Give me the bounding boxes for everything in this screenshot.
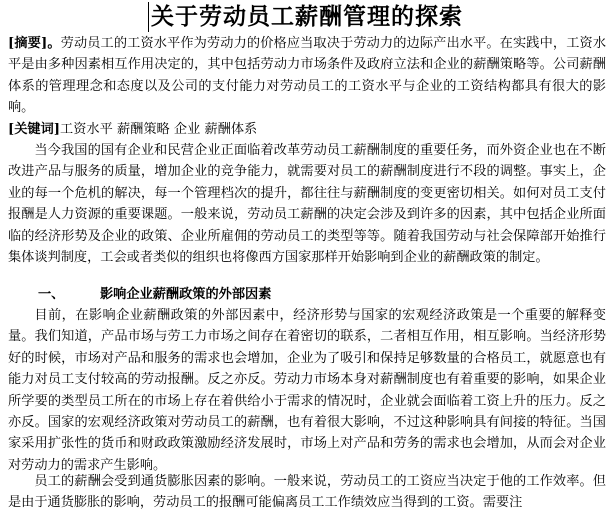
keywords-label: [关键词] xyxy=(8,122,61,137)
keywords-block xyxy=(8,119,606,140)
abstract-text: 劳动员工的工资水平作为劳动力的价格应当取决于劳动力的边际产出水平。在实践中，工资水平是由多种因素相互作用决定的，其中包括劳动力市场条件及政府立法和企业的薪酬策略等。公司薪酬体系的管理理念和态度以及公司的支付能力对劳动员工的工资水平与企业的工资结构都具有很大的影响。 xyxy=(8,36,607,116)
paragraph-3-text: 员工的薪酬会受到通货膨胀因素的影响。一般来说，劳动员工的工资应当决定于他的工作效率。但是由于通货膨胀的影响，劳动员工的报酬可能偏离员工工作绩效应当得到的工资。需要注 xyxy=(8,474,606,511)
abstract-paragraph xyxy=(8,33,606,119)
paragraph-1-text: 当今我国的国有企业和民营企业正面临着改革劳动员工薪酬制度的重要任务，而外资企业也在不断改进产品与服务的质量，增加企业的竞争能力，就需要对员工的薪酬制度进行不段的调整。事实上，企业的每一个危机的解决，每一个管理档次的提升，都往往与薪酬制度的变更密切相关。如何对员工支付报酬是人力资源的重要课题。一般来说，劳动员工薪酬的决定会涉及到许多的因素，其中包括企业所面临的经济形势及企业的政策、企业所雇佣的劳动员工的类型等等。随着我国劳动与社会保障部开始推行集体谈判制度，工会或者类似的组织也将像西方国家那样开始影响到企业的薪酬政策的制定。 xyxy=(8,143,606,266)
body-paragraph-3 xyxy=(8,471,606,514)
abstract-label: [摘要]。 xyxy=(8,36,61,51)
section-1-number: 一、 xyxy=(38,287,65,302)
document-title: 关于劳动员工薪酬管理的探索 xyxy=(148,2,463,32)
body-paragraph-2 xyxy=(8,305,606,476)
section-heading-1 xyxy=(8,284,606,305)
body-paragraph-1 xyxy=(8,140,606,268)
abstract-block xyxy=(8,33,606,119)
keywords-paragraph xyxy=(8,119,606,140)
section-1-title: 影响企业薪酬政策的外部因素 xyxy=(100,287,272,302)
paragraph-2-text: 目前，在影响企业薪酬政策的外部因素中，经济形势与国家的宏观经济政策是一个重要的解释变量。我们知道，产品市场与劳工力市场之间存在着密切的联系，二者相互作用，相互影响。当经济形势好的时候，市场对产品和服务的需求也会增加，企业为了吸引和保持足够数量的合格员工，就愿意也有能力对员工支付较高的劳动报酬。反之亦反。劳动力市场本身对薪酬制度也有着重要的影响，如果企业所学要的类型员工所在的市场上存在着供给小于需求的情况时，企业就会面临着工资上升的压力。反之亦反。国家的宏观经济政策对劳动员工的薪酬，也有着很大影响，不过这种影响具有间接的特征。当国家采用扩张性的货币和财政政策激励经济发展时，市场上对产品和劳务的需求也会增加，从而会对企业对劳动力的需求产生影响。 xyxy=(8,308,606,473)
keywords-text: 工资水平 薪酬策略 企业 薪酬体系 xyxy=(60,122,258,137)
